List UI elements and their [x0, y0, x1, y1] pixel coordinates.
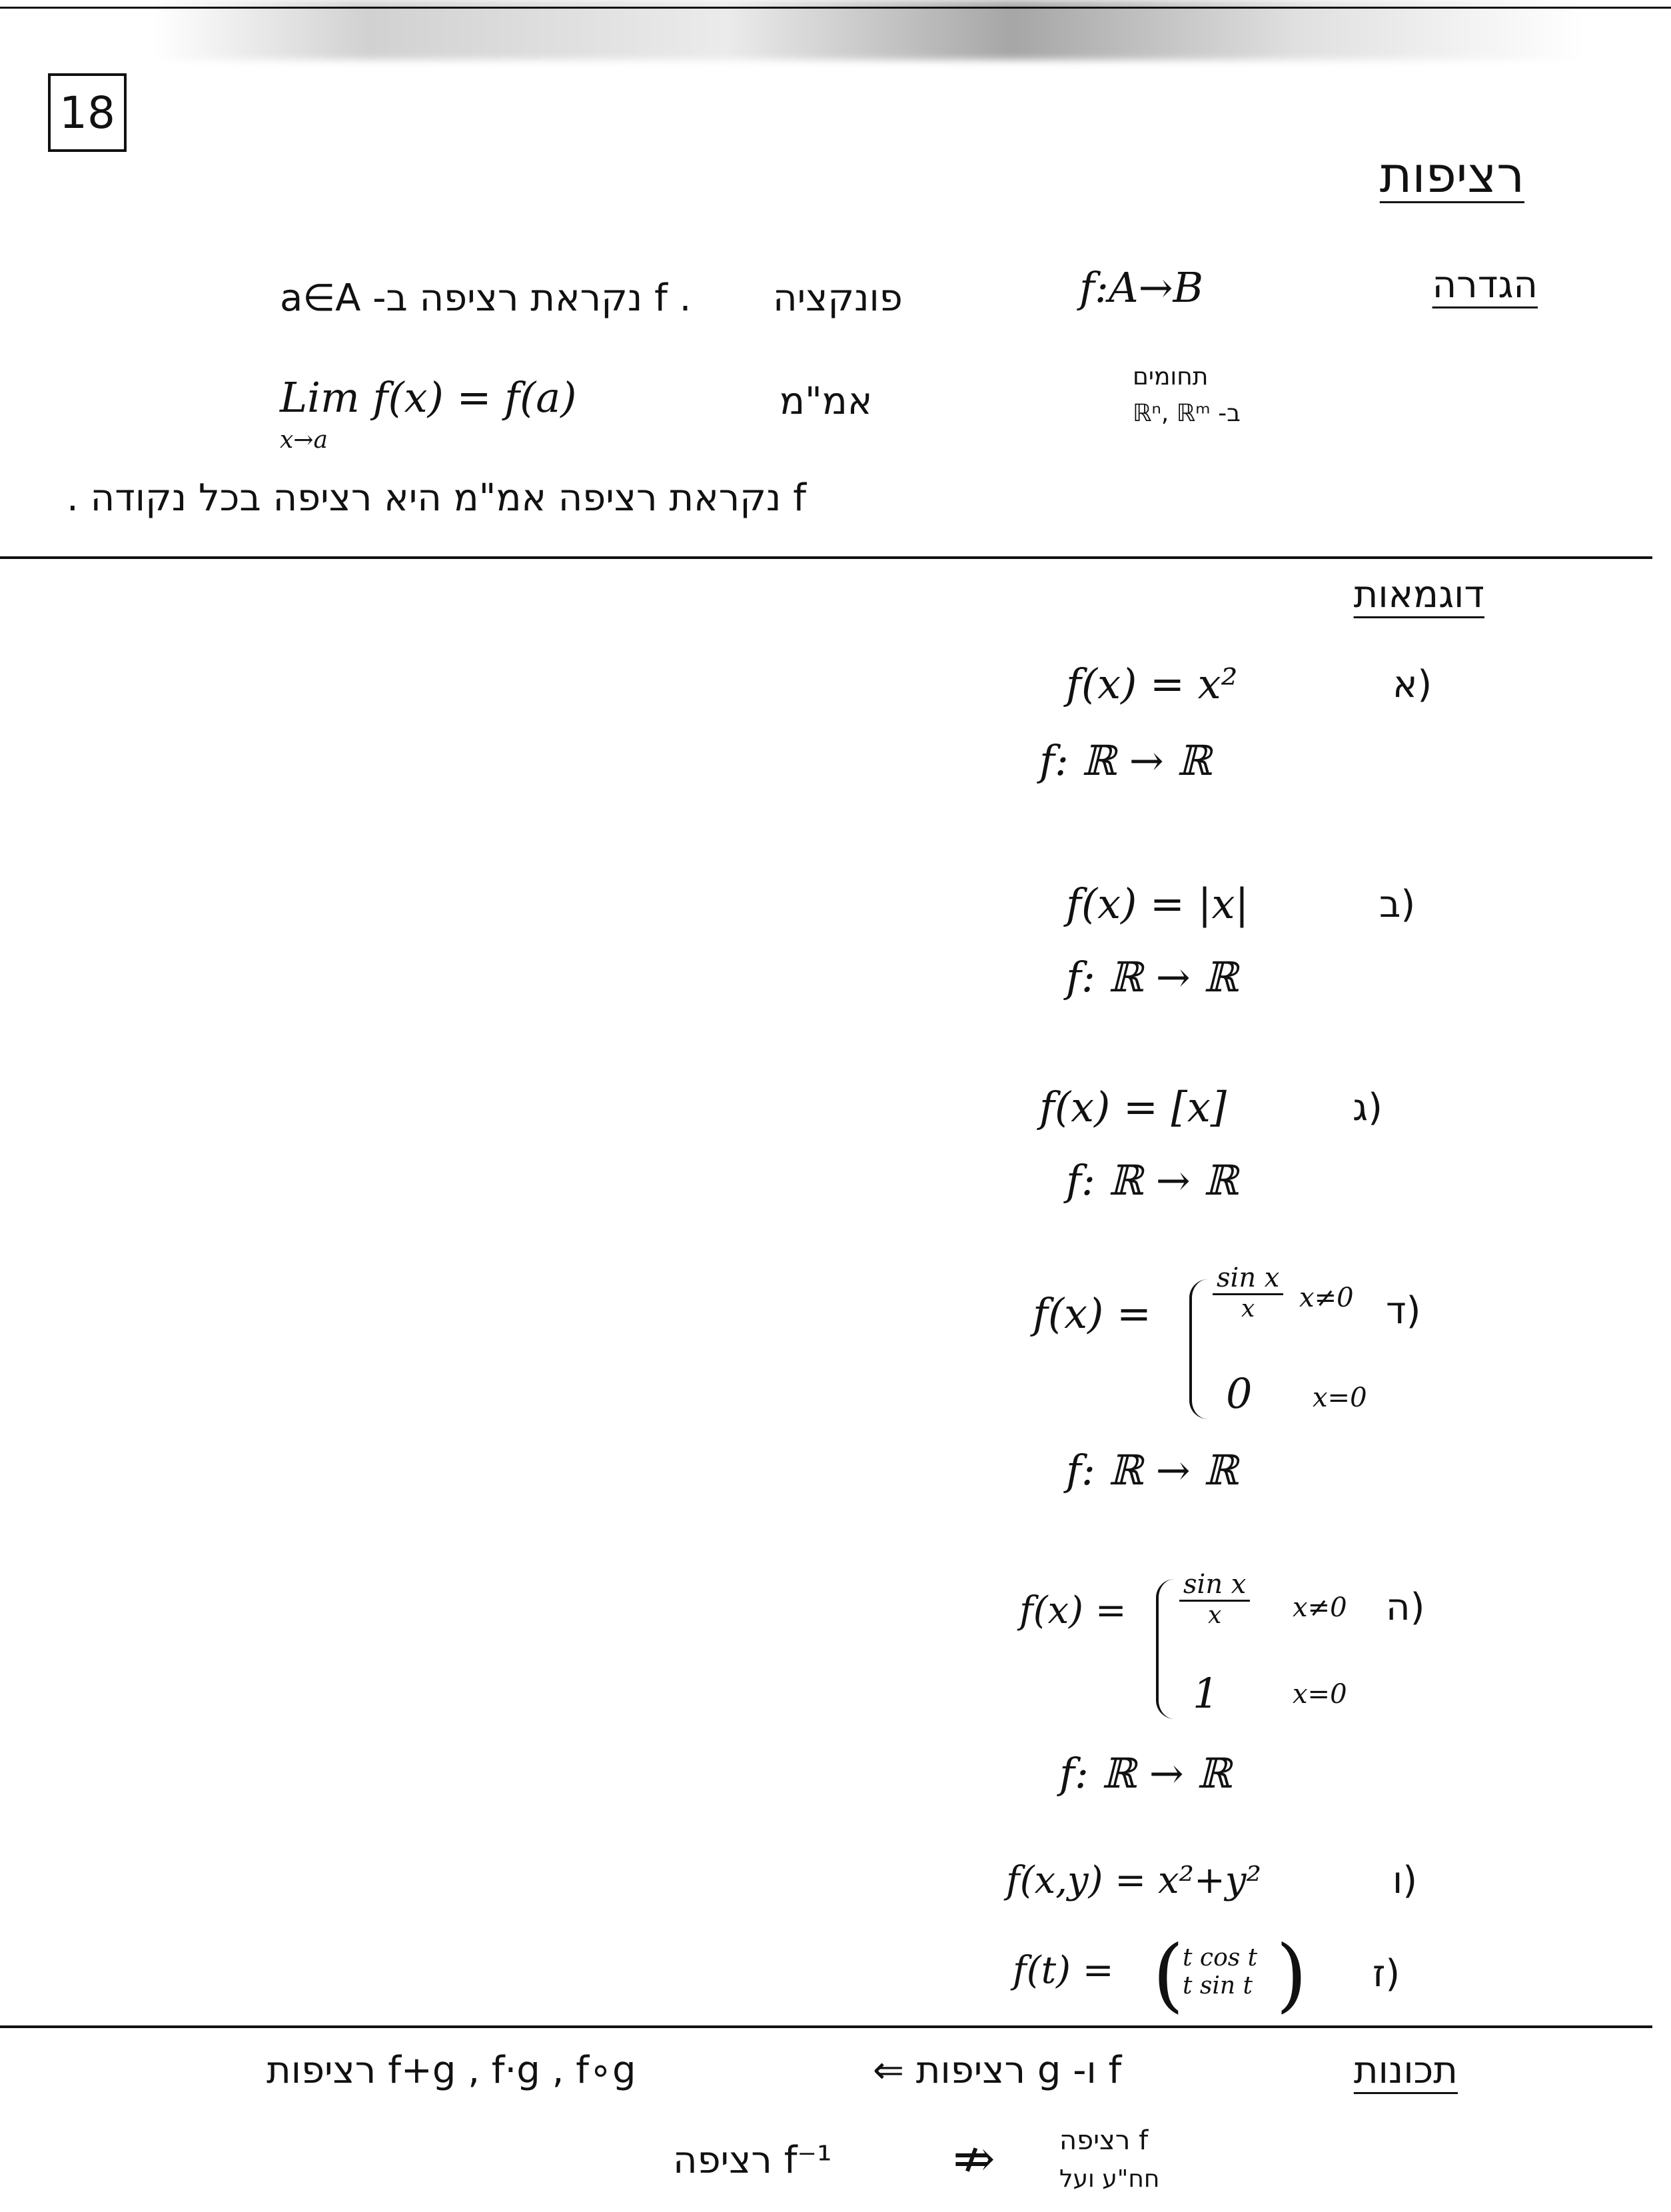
definition-function-word: פונקציה — [773, 276, 903, 320]
example-g-vector-top: t cos t — [1183, 1944, 1258, 1971]
example-b-line2: f: ℝ → ℝ — [1066, 953, 1238, 1001]
top-edge-line — [0, 7, 1671, 9]
example-e-map: f: ℝ → ℝ — [1059, 1749, 1231, 1798]
definition-map: f:A→B — [1079, 263, 1204, 312]
definition-limit-subscript: x→a — [280, 426, 328, 454]
example-d-lhs: f(x) = — [1033, 1289, 1151, 1338]
properties-not-implies-symbol: ⇏ — [953, 2129, 995, 2188]
page-title: רציפות — [1379, 147, 1524, 204]
properties-line1-lhs: f ו- g רציפות ⇐ — [873, 2049, 1122, 2092]
example-d-case2-value: 0 — [1226, 1369, 1253, 1418]
definition-domain-note-2: ב- ℝⁿ, ℝᵐ — [1133, 400, 1241, 427]
example-marker-c: (ג — [1353, 1086, 1383, 1129]
example-d-case1-cond: x≠0 — [1299, 1283, 1354, 1313]
example-d-num: sin x — [1213, 1263, 1283, 1295]
example-marker-d: (ד — [1386, 1289, 1421, 1333]
properties-line2-lhs-bottom: חח"ע ועל — [1059, 2165, 1160, 2193]
definition-iff: אמ"מ — [780, 380, 873, 423]
definition-limit: Lim f(x) = f(a) — [280, 373, 577, 422]
example-c-line1: f(x) = [x] — [1039, 1083, 1227, 1131]
example-d-map: f: ℝ → ℝ — [1066, 1446, 1238, 1494]
example-marker-a: (א — [1392, 663, 1432, 706]
definition-domain-note-1: תחומים — [1133, 363, 1209, 390]
example-e-num: sin x — [1179, 1569, 1250, 1602]
section-divider-1 — [0, 556, 1652, 559]
example-marker-e: (ה — [1386, 1586, 1425, 1629]
example-e-den: x — [1208, 1602, 1222, 1629]
example-c-line2: f: ℝ → ℝ — [1066, 1156, 1238, 1205]
example-d-brace — [1189, 1279, 1212, 1419]
examples-label: דוגמאות — [1353, 573, 1484, 616]
example-a-line2: f: ℝ → ℝ — [1039, 736, 1211, 785]
example-g-open-paren: ( — [1153, 1929, 1184, 2021]
example-e-case2-cond: x=0 — [1293, 1679, 1347, 1710]
example-b-line1: f(x) = |x| — [1066, 879, 1249, 928]
example-d-case1-fraction — [1213, 1263, 1283, 1323]
example-marker-f: (ו — [1392, 1859, 1418, 1902]
example-e-lhs: f(x) = — [1019, 1589, 1127, 1632]
example-g-lhs: f(t) = — [1013, 1949, 1114, 1992]
example-e-case1-cond: x≠0 — [1293, 1592, 1347, 1623]
section-divider-2 — [0, 2025, 1652, 2028]
example-a-line1: f(x) = x² — [1066, 660, 1238, 708]
definition-label: הגדרה — [1432, 263, 1538, 306]
properties-label: תכונות — [1353, 2049, 1458, 2092]
example-d-den: x — [1241, 1295, 1255, 1323]
example-g-vector-bottom: t sin t — [1183, 1972, 1253, 1999]
page-number: 18 — [48, 73, 127, 152]
scan-artifact — [153, 0, 1586, 60]
example-marker-b: (ב — [1379, 883, 1416, 926]
definition-line3: f נקראת רציפה אמ"מ היא רציפה בכל נקודה . — [67, 476, 806, 520]
example-e-case1-fraction — [1179, 1569, 1250, 1629]
example-e-brace — [1156, 1579, 1179, 1719]
properties-line2-rhs: f⁻¹ רציפה — [673, 2139, 832, 2182]
properties-line1-rhs: f+g , f·g , f∘g רציפות — [267, 2049, 636, 2092]
example-e-case2-value: 1 — [1193, 1669, 1219, 1718]
example-g-close-paren: ) — [1276, 1929, 1307, 2021]
definition-line1: . f נקראת רציפה ב- a∈A — [280, 276, 692, 320]
properties-line2-lhs-top: f רציפה — [1059, 2125, 1149, 2156]
example-d-case2-cond: x=0 — [1313, 1382, 1367, 1413]
example-marker-g: (ז — [1373, 1952, 1400, 1995]
example-f-line1: f(x,y) = x²+y² — [1006, 1859, 1262, 1902]
